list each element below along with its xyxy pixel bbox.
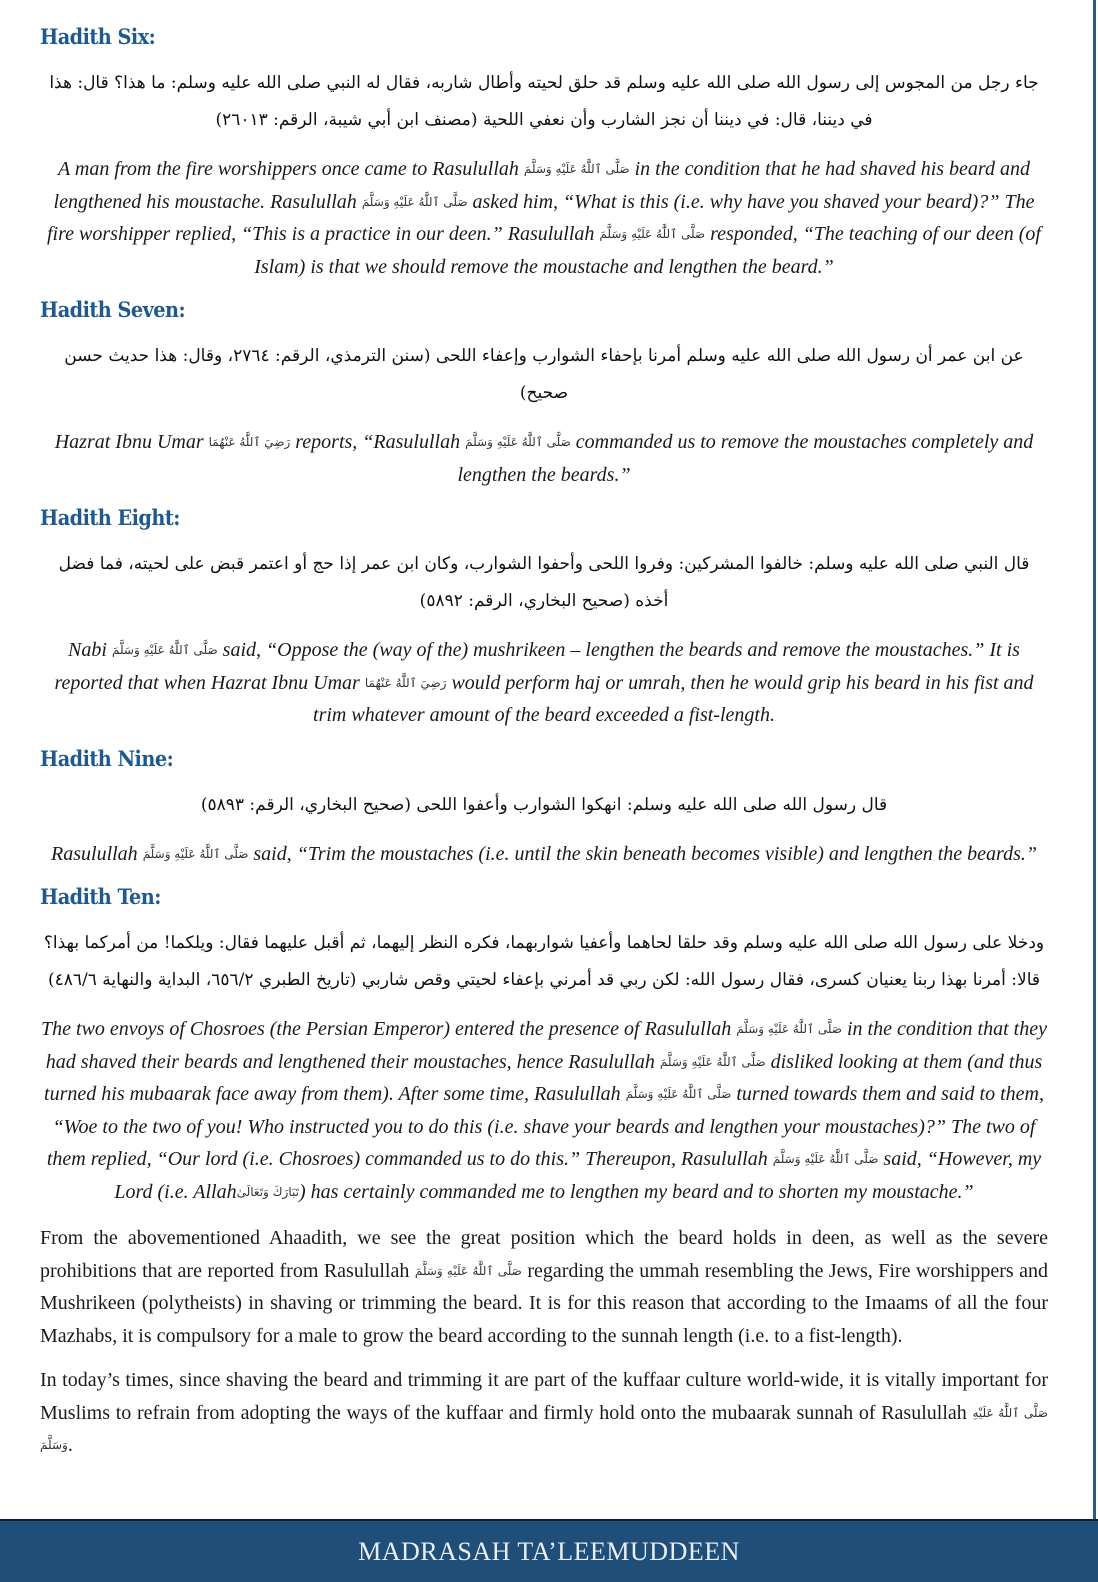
footer-title: MADRASAH TA’LEEMUDDEEN: [358, 1536, 740, 1566]
salutation-honorific-icon: صَلَّى ٱللَّٰهُ عَلَيْهِ وَسَلَّمَ: [414, 1263, 522, 1278]
hadith-eight-heading: Hadith Eight:: [40, 505, 180, 530]
hadith-six-translation: [40, 153, 1048, 283]
document-page: [40, 24, 1048, 1474]
hadith-nine-arabic: قال رسول الله صلى الله عليه وسلم: انهكوا الشوارب وأعفوا اللحى (صحيح البخاري، الرقم: ٥٨٩٣): [200, 794, 888, 815]
salutation-honorific-icon: صَلَّى ٱللَّٰهُ عَلَيْهِ وَسَلَّمَ: [111, 643, 218, 657]
hadith-eight-translation: [40, 634, 1048, 732]
translation-text: responded, “The teaching of our deen (of Islam) is that we should remove the moustache and lengthen the beard.”: [254, 223, 1041, 278]
hadith-seven-section: [40, 297, 1048, 491]
salutation-honorific-icon: صَلَّى ٱللَّٰهُ عَلَيْهِ وَسَلَّمَ: [523, 162, 630, 176]
translation-text: Rasulullah: [51, 842, 138, 865]
body-text: .: [67, 1434, 73, 1456]
hadith-ten-arabic: ودخلا على رسول الله صلى الله عليه وسلم وقد حلقا لحاهما وأعفيا شواربهما، فكره النظر إليهما، ثم أقبل عليهما فقال: ويلكما! من أمركما بهذا؟ قالا: أمرنا بهذا ربنا يعنيان كسرى، فقال رسول الله: لكن ربي قد أمرني بإعفاء لحيتي وقص شاربي (تاريخ الطبري ٦٥٦/٢، البداية والنهاية ٤٨٦/٦): [43, 933, 1045, 990]
salutation-honorific-icon: صَلَّى ٱللَّٰهُ عَلَيْهِ وَسَلَّمَ: [736, 1022, 842, 1036]
hadith-seven-heading: Hadith Seven:: [40, 297, 186, 322]
translation-text: asked him, “What is this (i.e. why have you shaved your beard)?” The fire worshipper replied, “This is a practice in our deen.” Rasulullah: [47, 190, 1035, 245]
salutation-honorific-icon: صَلَّى ٱللَّٰهُ عَلَيْهِ وَسَلَّمَ: [772, 1152, 879, 1166]
hadith-seven-translation: [40, 426, 1048, 491]
translation-text: disliked looking at them (and thus turned his mubaarak face away from them). After some time, Rasulullah: [44, 1050, 1043, 1105]
hadith-eight-section: [40, 505, 1048, 732]
translation-text: said, “Oppose the (way of the) mushrikeen – lengthen the beards and remove the moustaches.” It is reported that when Hazrat Ibnu Umar: [54, 639, 1020, 694]
salutation-honorific-icon: صَلَّى ٱللَّٰهُ عَلَيْهِ وَسَلَّمَ: [659, 1054, 766, 1069]
translation-text: Nabi: [68, 639, 107, 661]
page-right-border: [1093, 0, 1096, 1519]
translation-text: in the condition that they had shaved their beards and lengthened their moustaches, hence Rasulullah: [45, 1018, 1047, 1073]
hadith-seven-arabic: عن ابن عمر أن رسول الله صلى الله عليه وسلم أمرنا بإحفاء الشوارب وإعفاء اللحى (سنن الترمذي، الرقم: ٢٧٦٤، وقال: هذا حديث حسن صحيح): [64, 346, 1024, 403]
translation-text: turned towards them and said to them, “Woe to the two of you! Who instructed you to do this (i.e. shave your beards and lengthen your moustaches)?” The two of them replied, “Our lord (i.e. Chosroes) commanded us to do this.” Thereupon, Rasulullah: [46, 1083, 1044, 1170]
translation-text: The two envoys of Chosroes (the Persian Emperor) entered the presence of Rasulullah: [41, 1018, 732, 1040]
hadith-ten-heading: Hadith Ten:: [40, 884, 161, 909]
tabaraka-honorific-icon: تَبَارَكَ وَتَعَالَىٰ: [236, 1184, 299, 1199]
hadith-eight-arabic: قال النبي صلى الله عليه وسلم: خالفوا المشركين: وفروا اللحى وأحفوا الشوارب، وكان ابن عمر إذا حج أو اعتمر قبض على لحيته، فما فضل أخذه (صحيح البخاري، الرقم: ٥٨٩٢): [58, 554, 1030, 611]
translation-text: said, “Trim the moustaches (i.e. until the skin beneath becomes visible) and lengthen the beards.”: [253, 842, 1037, 865]
translation-text: would perform haj or umrah, then he would grip his beard in his fist and trim whatever amount of the beard exceeded a fist-length.: [313, 671, 1034, 726]
body-text: From the abovementioned Ahaadith, we see the great position which the beard holds in deen, as well as the severe prohibitions that are reported from Rasulullah: [40, 1227, 1048, 1282]
salutation-honorific-icon: صَلَّى ٱللَّٰهُ عَلَيْهِ وَسَلَّمَ: [625, 1087, 732, 1101]
hadith-six-section: [40, 24, 1048, 283]
hadith-nine-translation: [40, 838, 1048, 871]
hadith-nine-section: [40, 746, 1048, 871]
salutation-honorific-icon: صَلَّى ٱللَّٰهُ عَلَيْهِ وَسَلَّمَ: [40, 1405, 1048, 1452]
translation-text: A man from the fire worshippers once came to Rasulullah: [58, 158, 519, 180]
translation-text: in the condition that he had shaved his beard and lengthened his moustache. Rasulullah: [53, 158, 1030, 213]
radiyallahu-honorific-icon: رَضِيَ ٱللَّٰهُ عَنْهُمَا: [208, 435, 291, 449]
conclusion-paragraph-1: [40, 1222, 1048, 1352]
hadith-six-arabic: جاء رجل من المجوس إلى رسول الله صلى الله عليه وسلم قد حلق لحيته وأطال شاربه، فقال له النبي صلى الله عليه وسلم: ما هذا؟ قال: هذا في ديننا، قال: في ديننا أن نجز الشارب وأن نعفي اللحية (مصنف ابن أبي شيبة، الرقم: ٢٦٠١٣): [49, 73, 1039, 130]
translation-text: Hazrat Ibnu Umar: [54, 431, 204, 453]
conclusion-paragraph-2: [40, 1364, 1048, 1462]
page-footer: [0, 1519, 1098, 1582]
salutation-honorific-icon: صَلَّى ٱللَّٰهُ عَلَيْهِ وَسَلَّمَ: [465, 435, 571, 449]
hadith-ten-section: [40, 884, 1048, 1208]
hadith-ten-translation: [40, 1013, 1048, 1208]
translation-text: commanded us to remove the moustaches completely and lengthen the beards.”: [457, 431, 1034, 486]
body-text: regarding the ummah resembling the Jews, Fire worshippers and Mushrikeen (polytheists) in shaving or trimming the beard. It is for this reason that according to the Imaams of all the four Mazhabs, it is compulsory for a male to grow the beard according to the sunnah length (i.e. to a fist-length).: [40, 1259, 1049, 1347]
translation-text: said, “However, my Lord (i.e. Allah: [114, 1148, 1042, 1203]
salutation-honorific-icon: صَلَّى ٱللَّٰهُ عَلَيْهِ وَسَلَّمَ: [361, 194, 468, 209]
translation-text: reports, “Rasulullah: [295, 431, 461, 453]
hadith-six-heading: Hadith Six:: [40, 24, 156, 49]
salutation-honorific-icon: صَلَّى ٱللَّٰهُ عَلَيْهِ وَسَلَّمَ: [599, 227, 706, 241]
body-text: In today’s times, since shaving the beard and trimming it are part of the kuffaar culture world-wide, it is vitally important for Muslims to refrain from adopting the ways of the kuffaar and firmly hold onto the mubaarak sunnah of Rasulullah: [40, 1369, 1048, 1424]
translation-text: ) has certainly commanded me to lengthen my beard and to shorten my moustache.”: [298, 1180, 974, 1203]
salutation-honorific-icon: صَلَّى ٱللَّٰهُ عَلَيْهِ وَسَلَّمَ: [142, 846, 249, 861]
radiyallahu-honorific-icon: رَضِيَ ٱللَّٰهُ عَنْهُمَا: [364, 675, 447, 690]
hadith-nine-heading: Hadith Nine:: [40, 745, 174, 771]
